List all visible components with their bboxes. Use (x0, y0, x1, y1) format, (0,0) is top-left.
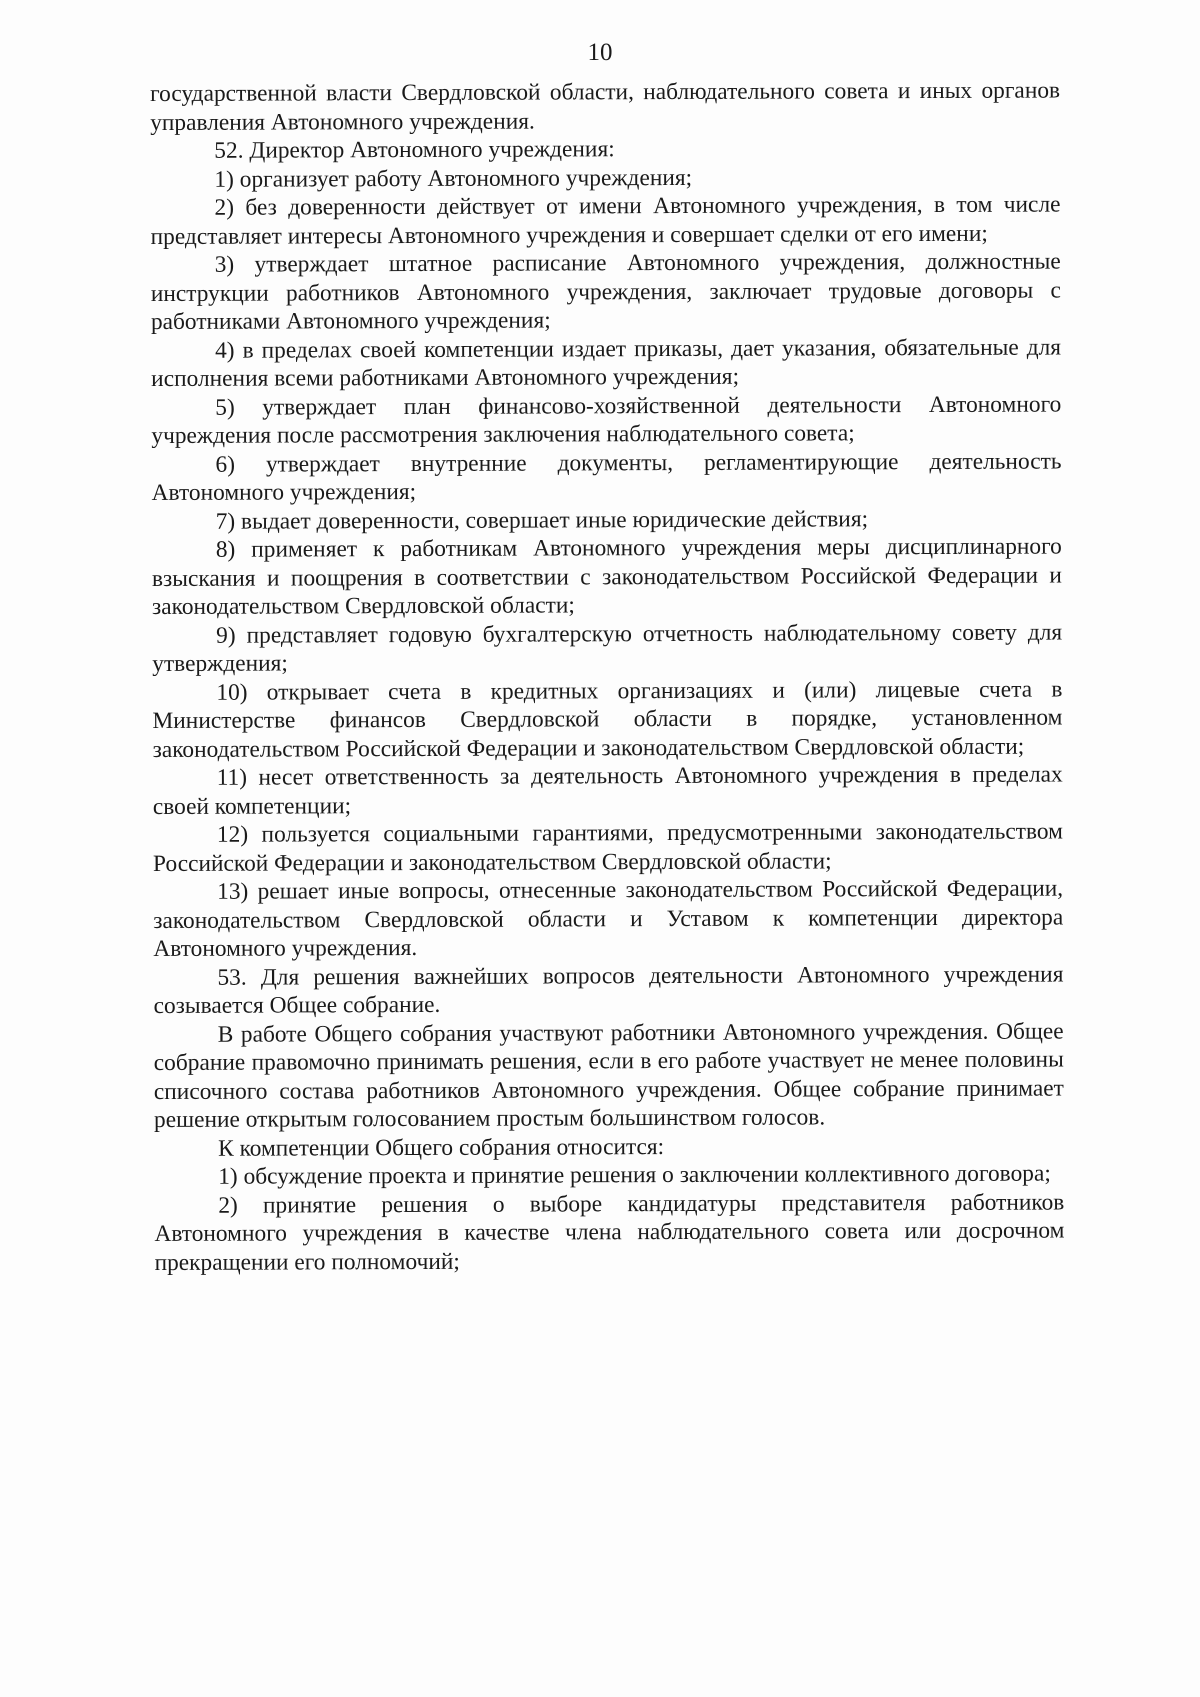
document-body (150, 77, 1065, 1277)
list-item-52-10: 10) открывает счета в кредитных организациях и (или) лицевые счета в Министерстве финансов Свердловской области в порядке, установленном законодательством Российской Федерации и законодательством Свердловской области; (152, 676, 1063, 763)
list-item-52-9: 9) представляет годовую бухгалтерскую отчетность наблюдательному совету для утверждения; (152, 619, 1063, 677)
list-item-52-3: 3) утверждает штатное расписание Автономного учреждения, должностные инструкции работников Автономного учреждения, заключает трудовые договоры с работниками Автономного учреждения; (150, 248, 1061, 335)
list-item-52-6: 6) утверждает внутренние документы, регламентирующие деятельность Автономного учреждения; (151, 448, 1062, 506)
page-number: 10 (587, 39, 613, 66)
paragraph-52-heading: 52. Директор Автономного учреждения: (214, 136, 615, 164)
list-item-52-11: 11) несет ответственность за деятельность Автономного учреждения в пределах своей компетенции; (152, 761, 1063, 820)
list-item-52-2: 2) без доверенности действует от имени Автономного учреждения, в том числе представляет интересы Автономного учреждения и совершает сделки от его имени; (150, 191, 1061, 250)
list-item-52-4: 4) в пределах своей компетенции издает приказы, дает указания, обязательные для исполнения всеми работниками Автономного учреждения; (151, 334, 1062, 392)
list-item-52-5: 5) утверждает план финансово-хозяйственной деятельности Автономного учреждения после рассмотрения заключения наблюдательного совета; (151, 391, 1062, 449)
list-item-52-7: 7) выдает доверенности, совершает иные юридические действия; (215, 505, 869, 535)
list-item-52-13: 13) решает иные вопросы, отнесенные законодательством Российской Федерации, законодательством Свердловской области и Уставом к компетенции директора Автономного учреждения. (153, 875, 1064, 962)
paragraph-53: 53. Для решения важнейших вопросов деятельности Автономного учреждения созывается Общее собрание. (153, 960, 1064, 1019)
list-item-53-2: 2) принятие решения о выборе кандидатуры представителя работников Автономного учреждения в качестве члена наблюдательного совета или досрочном прекращении его полномочий; (154, 1188, 1065, 1276)
list-item-52-1: 1) организует работу Автономного учреждения; (214, 164, 693, 193)
paragraph-general-meeting: В работе Общего собрания участвуют работники Автономного учреждения. Общее собрание правомочно принимать решения, если в его работе участвует не менее половины списочного состава работников Автономного учреждения. Общее собрание принимает решение открытым голосованием простым большинством голосов. (153, 1017, 1064, 1133)
list-item-52-8: 8) применяет к работникам Автономного учреждения меры дисциплинарного взыскания и поощрения в соответствии с законодательством Российской Федерации и законодательством Свердловской области; (151, 533, 1062, 620)
paragraph-continuation: государственной власти Свердловской области, наблюдательного совета и иных органов управления Автономного учреждения. (150, 77, 1061, 136)
list-item-53-1: 1) обсуждение проекта и принятие решения о заключении коллективного договора; (218, 1160, 1051, 1190)
paragraph-competence-heading: К компетенции Общего собрания относится: (218, 1133, 665, 1162)
list-item-52-12: 12) пользуется социальными гарантиями, предусмотренными законодательством Российской Федерации и законодательством Свердловской области; (152, 818, 1063, 877)
